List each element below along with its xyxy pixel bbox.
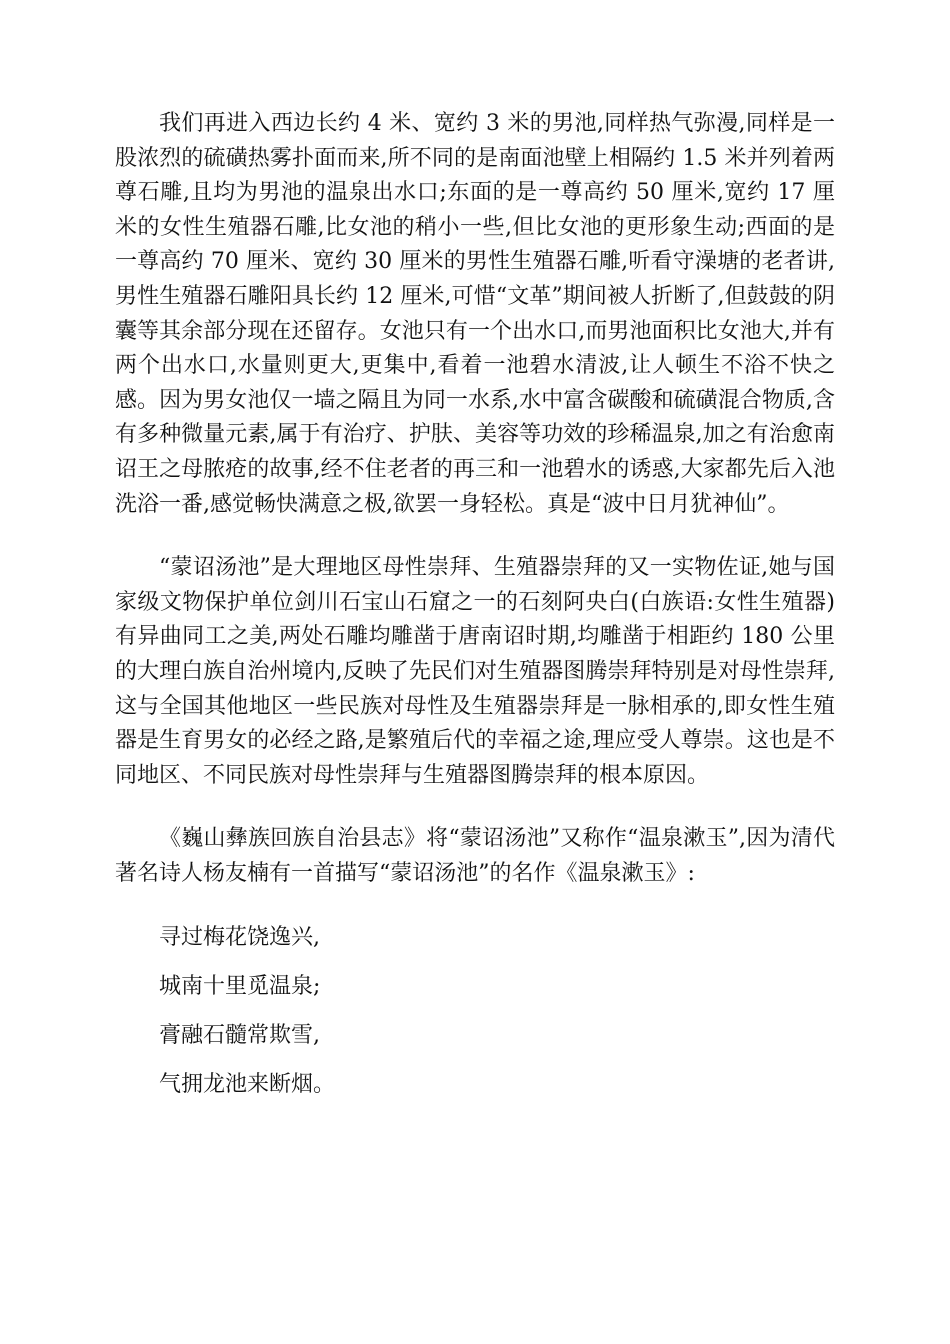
paragraph-mengzhao-hot-spring: “蒙诏汤池”是大理地区母性崇拜、生殖器崇拜的又一实物佐证,她与国家级文物保护单位剑川石宝山石窟之一的石刻阿央白(白族语:女性生殖器)有异曲同工之美,两处石雕均雕凿于唐南诏时期,均雕凿于相距约 180 公里的大理白族自治州境内,反映了先民们对生殖器图腾崇拜特别是对母性崇拜,这与全国其他地区一些民族对母性及生殖器崇拜是一脉相承的,即女性生殖器是生育男女的必经之路,是繁殖后代的幸福之途,理应受人尊崇。这也是不同地区、不同民族对母性崇拜与生殖器图腾崇拜的根本原因。 <box>115 555 835 788</box>
paragraph-county-chronicle: 《巍山彝族回族自治县志》将“蒙诏汤池”又称作“温泉漱玉”,因为清代著名诗人杨友楠有一首描写“蒙诏汤池”的名作《温泉漱玉》: <box>115 826 835 886</box>
poem-line: 城南十里觅温泉; <box>159 974 321 1000</box>
paragraph-male-pool: 我们再进入西边长约 4 米、宽约 3 米的男池,同样热气弥漫,同样是一股浓烈的硫磺热雾扑面而来,所不同的是南面池壁上相隔约 1.5 米并列着两尊石雕,且均为男池的温泉出水口;东面的是一尊高约 50 厘米,宽约 17 厘米的女性生殖器石雕,比女池的稍小一些,但比女池的更形象生动;西面的是一尊高约 70 厘米、宽约 30 厘米的男性生殖器石雕,听看守澡塘的老者讲,男性生殖器石雕阳具长约 12 厘米,可惜“文革”期间被人折断了,但鼓鼓的阴囊等其余部分现在还留存。女池只有一个出水口,而男池面积比女池大,并有两个出水口,水量则更大,更集中,看着一池碧水清波,让人顿生不浴不快之感。因为男女池仅一墙之隔且为同一水系,水中富含碳酸和硫磺混合物质,含有多种微量元素,属于有治疗、护肤、美容等功效的珍稀温泉,加之有治愈南诏王之母脓疮的故事,经不住老者的再三和一池碧水的诱惑,大家都先后入池洗浴一番,感觉畅快满意之极,欲罢一身轻松。真是“波中日月犹神仙”。 <box>115 111 835 517</box>
poem-line: 膏融石髓常欺雪, <box>159 1023 320 1049</box>
poem-line: 气拥龙池来断烟。 <box>159 1072 336 1098</box>
poem-line: 寻过梅花饶逸兴, <box>159 925 320 951</box>
document-page <box>115 107 835 1117</box>
poem <box>115 921 835 1102</box>
